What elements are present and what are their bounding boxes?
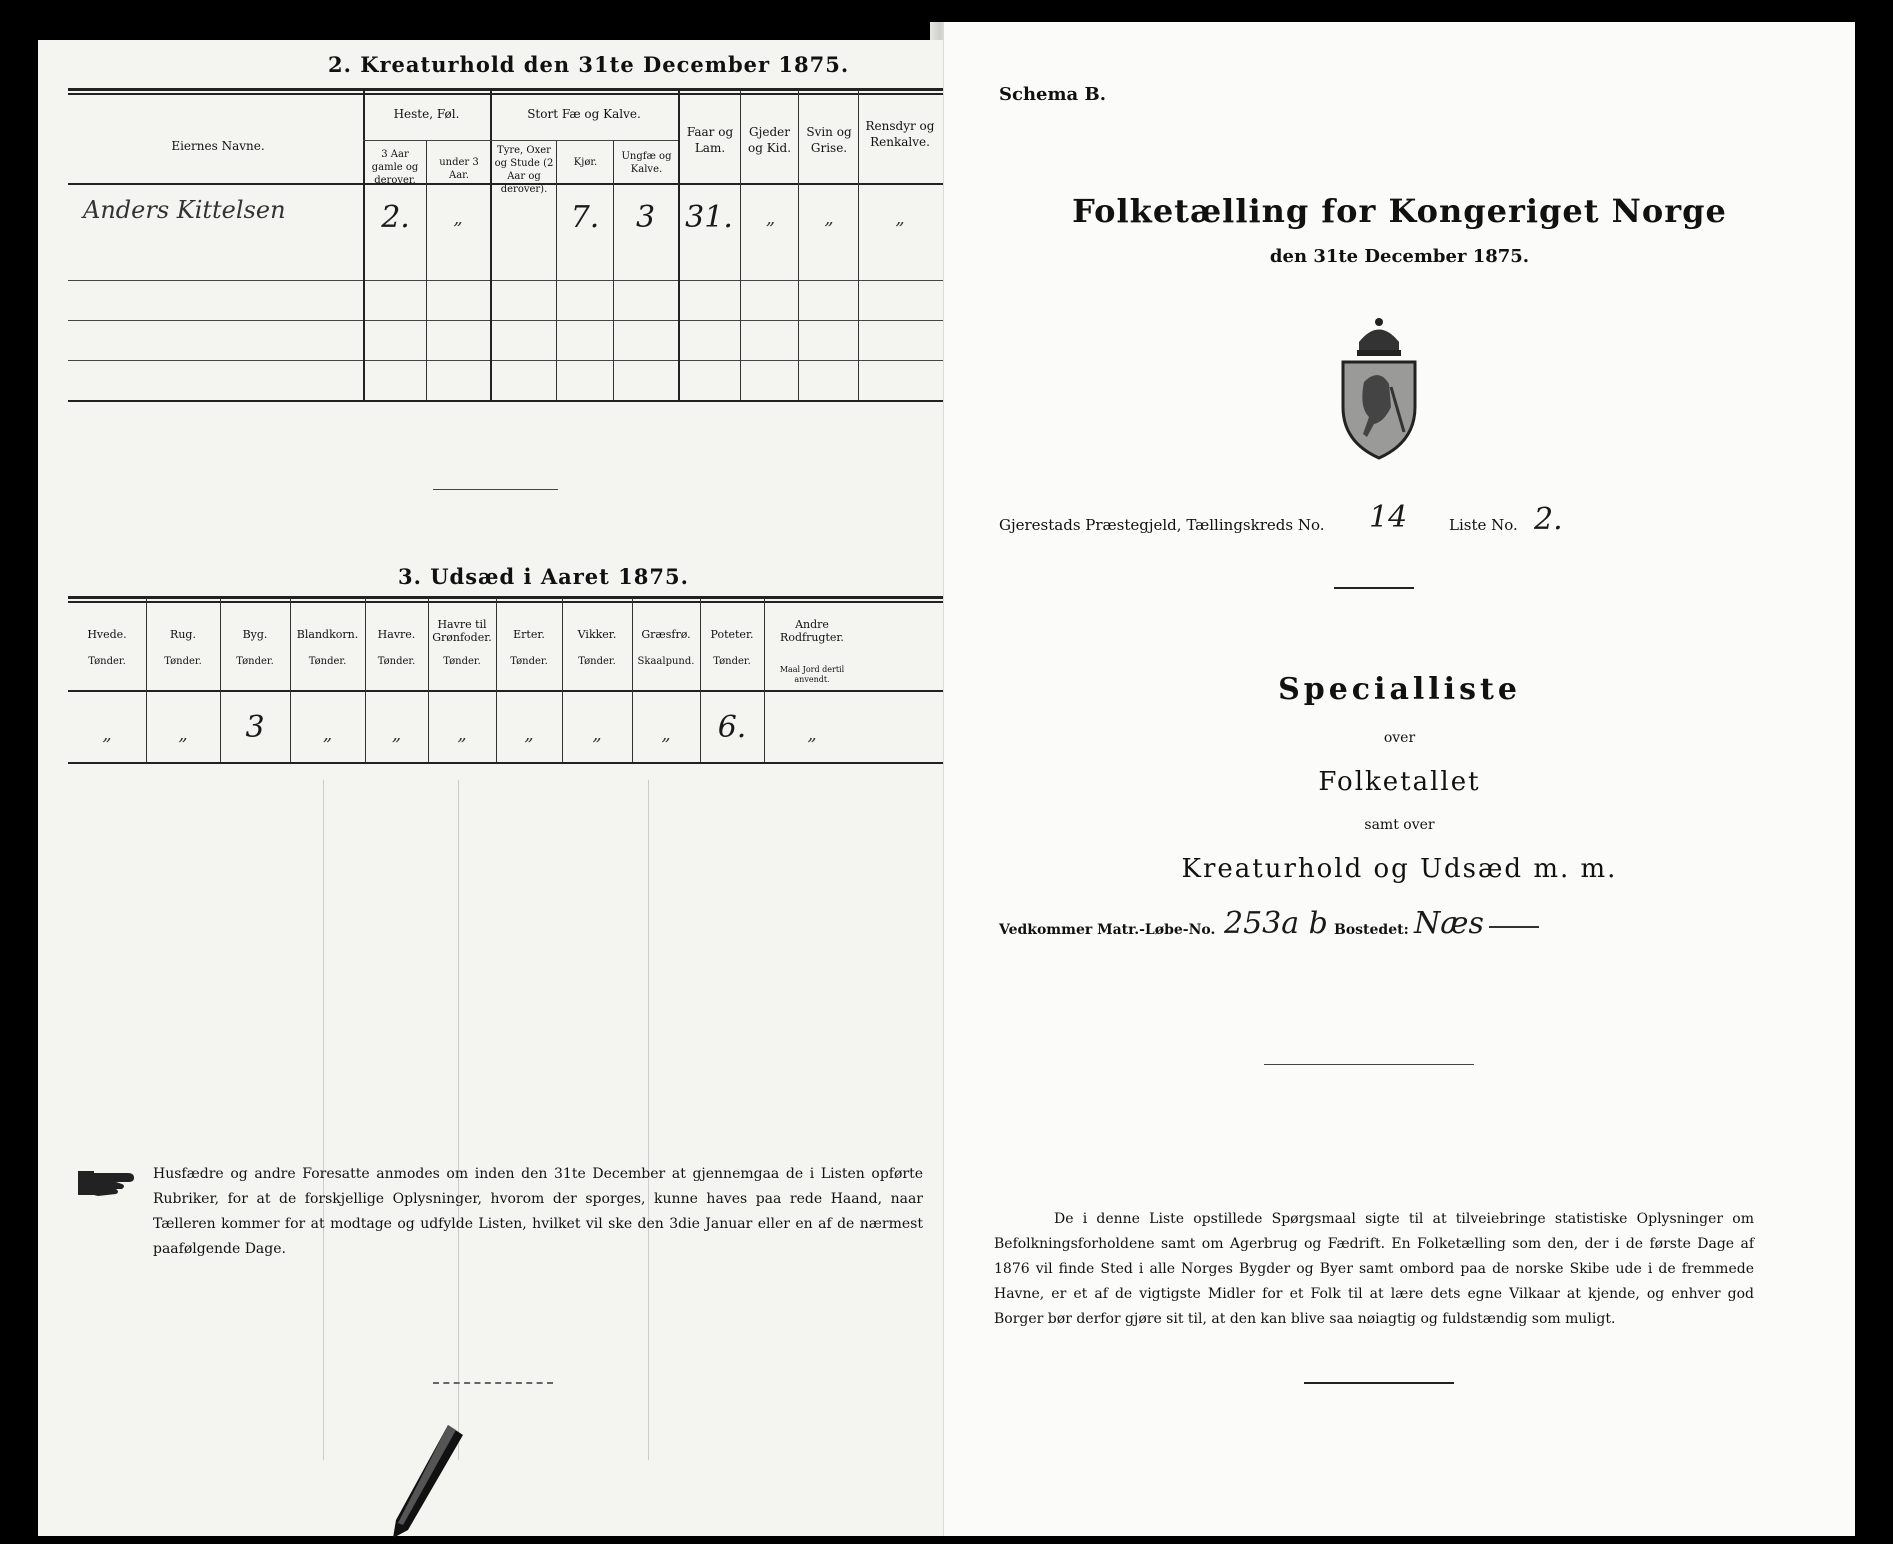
col-rule <box>490 90 492 400</box>
over-text-1: over <box>1383 730 1416 746</box>
census-date: den 31te December 1875. <box>1269 246 1530 267</box>
seed-col-value: 3 <box>245 710 265 745</box>
right-page <box>944 22 1855 1536</box>
heste-young-value: „ <box>453 208 463 229</box>
faint-rule <box>648 780 649 1460</box>
seed-col-value: „ <box>391 724 402 745</box>
ungfae-header: Ungfæ og Kalve. <box>621 151 672 175</box>
tyre-header: Tyre, Oxer og Stude (2 Aar og derover). <box>494 145 554 195</box>
parish-label: Gjerestads Præstegjeld, Tællingskreds No. <box>999 516 1325 534</box>
footnote-text: De i denne Liste opstillede Spørgsmaal sigte til at tilveiebringe statistiske Oplysninger om Befolkningsforholdene samt om Agerbrug og Fædrift. En Folketælling som den, der i de første Dage af 1876 vil finde Sted i alle Norges Bygder og Byer samt ombord paa de norske Skibe ude i de fremmede Havne, er et af de vigtigste Midler for et Folk til at lære dets egne Vilkaar at kjende, og enhver god Borger bør derfor gjøre sit til, at den kan blive saa nøiagtig og fuldstændig som muligt. <box>994 1211 1754 1327</box>
seed-col-header: Vikker. <box>577 628 617 641</box>
section3-title: 3. Udsæd i Aaret 1875. <box>398 564 689 589</box>
table-top-rule-2 <box>68 93 943 95</box>
faint-rule <box>458 780 459 1460</box>
seed-col-unit: Tønder. <box>713 656 751 667</box>
seed-col-unit: Tønder. <box>164 656 202 667</box>
seed-col-header: Blandkorn. <box>296 628 359 641</box>
stort-fae-group-header: Stort Fæ og Kalve. <box>527 107 641 121</box>
row-rule <box>68 320 943 321</box>
section2-title: 2. Kreaturhold den 31te December 1875. <box>328 52 850 77</box>
rensdyr-value: „ <box>895 208 905 229</box>
kreds-no-value: 14 <box>1369 500 1408 535</box>
liste-label: Liste No. <box>1449 516 1518 534</box>
svin-value: „ <box>824 208 834 229</box>
separator-rule <box>433 1382 553 1384</box>
pointing-hand-icon <box>76 1165 146 1205</box>
seed-col-value: „ <box>102 724 112 745</box>
seed-col-header: Byg. <box>242 628 268 641</box>
separator-rule <box>1304 1382 1454 1384</box>
seed-col-value: „ <box>178 724 188 745</box>
seed-col-value: „ <box>807 724 817 745</box>
folketallet-heading: Folketallet <box>1318 767 1481 797</box>
heste-old-header: 3 Aar gamle og derover. <box>371 149 419 186</box>
seed-col-header: Poteter. <box>710 628 754 641</box>
separator-rule <box>1264 1064 1474 1065</box>
owner-header: Eiernes Navne. <box>171 139 265 153</box>
faar-value: 31. <box>685 200 733 235</box>
seed-col-header: Græsfrø. <box>641 628 691 641</box>
bosted-dash <box>1489 926 1539 928</box>
heste-young-header: under 3 Aar. <box>439 157 479 181</box>
ungfae-value: 3 <box>635 200 656 235</box>
heste-group-header: Heste, Føl. <box>393 107 460 121</box>
owner-name: Anders Kittelsen <box>83 196 286 224</box>
bosted-value: Næs <box>1414 906 1484 941</box>
gjeder-value: „ <box>765 208 776 229</box>
seed-col-unit: Tønder. <box>510 656 548 667</box>
row-rule <box>68 280 943 281</box>
col-rule <box>613 140 614 400</box>
faint-rule <box>323 780 324 1460</box>
samt-over-text: samt over <box>1364 817 1435 833</box>
seed-col-value: „ <box>524 724 534 745</box>
seed-col-header: Erter. <box>513 628 545 641</box>
faar-header: Faar og Lam. <box>686 125 734 155</box>
row-rule <box>68 360 943 361</box>
seed-col-value: „ <box>322 724 333 745</box>
matr-label: Vedkommer Matr.-Løbe-No. <box>999 922 1216 938</box>
seed-col-unit: Tønder. <box>88 656 126 667</box>
seed-col-header: Havre til Grønfoder. <box>432 618 492 644</box>
schema-label: Schema B. <box>999 84 1106 105</box>
table-top-rule <box>68 88 943 91</box>
group-rule <box>363 140 678 141</box>
col-rule <box>556 140 557 400</box>
seed-col-header: Andre Rodfrugter. <box>780 618 844 644</box>
kjor-header: Kjør. <box>573 157 598 168</box>
gjeder-header: Gjeder og Kid. <box>747 125 792 155</box>
seed-col-unit: Tønder. <box>308 656 347 667</box>
col-rule <box>426 140 427 400</box>
seed-col-unit: Skaalpund. <box>637 656 695 667</box>
seed-bottom-rule <box>68 762 943 764</box>
census-title: Folketælling for Kongeriget Norge <box>1072 192 1727 230</box>
seed-col-header: Havre. <box>377 628 416 641</box>
matr-no-value: 253a b <box>1224 906 1328 941</box>
seed-col-value: 6. <box>717 710 747 745</box>
bosted-label: Bostedet: <box>1334 922 1409 938</box>
seed-col-unit: Tønder. <box>578 656 616 667</box>
seed-col-header: Hvede. <box>87 628 127 641</box>
seed-col-unit: Maal Jord dertil anvendt. <box>779 665 845 684</box>
seed-col-unit: Tønder. <box>443 656 481 667</box>
separator-rule <box>1334 587 1414 589</box>
col-rule <box>798 90 799 400</box>
seed-top-rule-2 <box>68 601 943 603</box>
seed-col-unit: Tønder. <box>236 656 274 667</box>
col-rule <box>363 90 365 400</box>
seed-col-value: „ <box>592 724 602 745</box>
coat-of-arms-icon <box>1329 312 1429 462</box>
notice-text: Husfædre og andre Foresatte anmodes om inden den 31te December at gjennemgaa de i Listen opførte Rubriker, for at de forskjellige Oplysninger, hvorom der sporges, kunne haves paa rede Haand, naar Tælleren kommer for at modtage og udfylde Listen, hvilket vil ske den 3die Januar eller en af de nærmest paafølgende Dage. <box>153 1166 923 1257</box>
kjor-value: 7. <box>570 200 600 235</box>
seed-top-rule <box>68 596 943 599</box>
separator-rule <box>433 489 558 490</box>
table-bottom-rule <box>68 400 943 402</box>
seed-header-rule <box>68 690 943 692</box>
seed-col-unit: Tønder. <box>377 656 416 667</box>
seed-col-value: „ <box>457 724 467 745</box>
col-rule <box>858 90 859 400</box>
liste-no-value: 2. <box>1534 502 1563 537</box>
left-page <box>38 40 943 1536</box>
heste-old-value: 2. <box>381 200 410 235</box>
svin-header: Svin og Grise. <box>806 125 852 155</box>
kreaturhold-heading: Kreaturhold og Udsæd m. m. <box>1181 854 1618 884</box>
seed-col-value: „ <box>661 724 671 745</box>
pen-icon <box>378 1420 468 1540</box>
seed-col-header: Rug. <box>170 628 196 641</box>
specialliste-heading: Specialliste <box>1278 672 1521 707</box>
rensdyr-header: Rensdyr og Renkalve. <box>865 119 935 149</box>
